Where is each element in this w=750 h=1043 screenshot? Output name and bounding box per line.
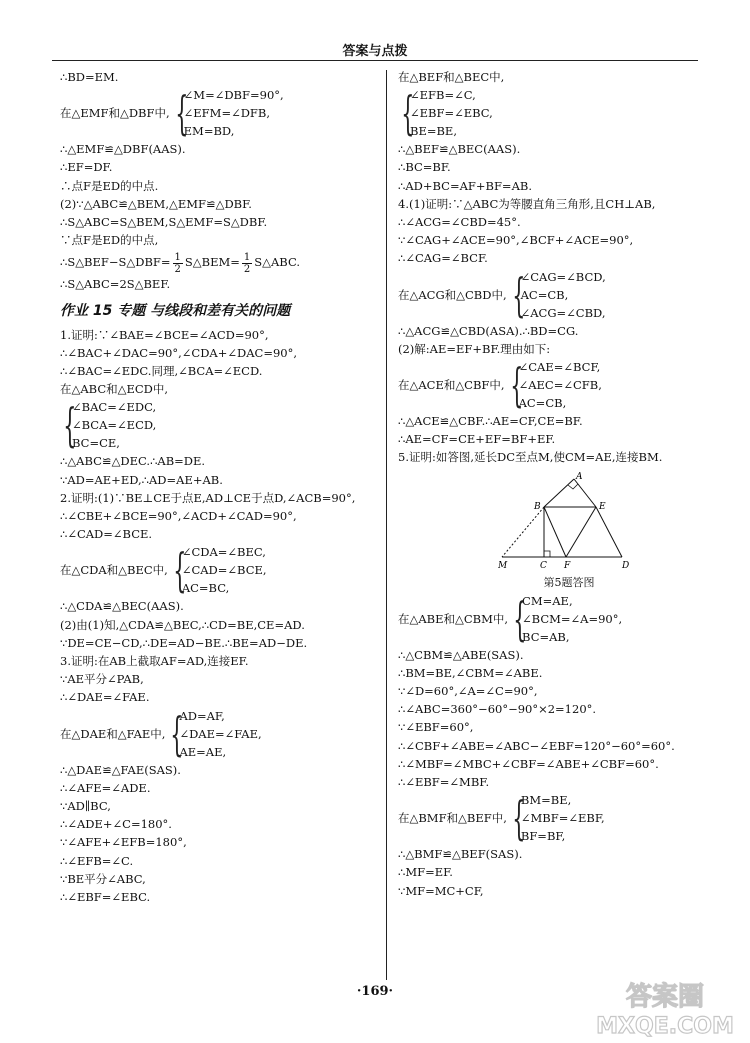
left-brace: { bbox=[512, 791, 526, 846]
text-line: ∴△CDA≌△BEC(AAS). bbox=[60, 599, 184, 614]
text-line: ∴∠ABC=360°−60°−90°×2=120°. bbox=[398, 702, 597, 717]
equation-system bbox=[398, 592, 698, 646]
fraction-line bbox=[60, 249, 378, 275]
text-line: ∴△EMF≌△DBF(AAS). bbox=[60, 142, 186, 157]
system-label: 在△BMF和△BEF中, bbox=[398, 811, 507, 826]
equation-system bbox=[60, 86, 378, 140]
text-line: 5.证明:如答图,延长DC至点M,使CM=AE,连接BM. bbox=[398, 450, 663, 465]
text-line: ∴点F是ED的中点. bbox=[60, 178, 159, 193]
system-item: EM=BD, bbox=[183, 124, 235, 139]
column-divider bbox=[386, 70, 387, 980]
text-line: ∴BM=BE,∠CBM=∠ABE. bbox=[398, 665, 543, 680]
text-line: ∴∠EFB=∠C. bbox=[60, 853, 134, 868]
header-rule bbox=[52, 60, 698, 61]
text-line: ∴∠AFE=∠ADE. bbox=[60, 780, 151, 795]
left-brace: { bbox=[170, 706, 184, 761]
text-line: ∴∠EBF=∠MBF. bbox=[398, 775, 490, 790]
text-line: ∵∠EBF=60°, bbox=[398, 720, 474, 735]
system-item: ∠DAE=∠FAE, bbox=[179, 726, 262, 741]
text-line: ∴△BMF≌△BEF(SAS). bbox=[398, 847, 523, 862]
label-f: F bbox=[564, 560, 571, 571]
text-line: ∵BE平分∠ABC, bbox=[60, 871, 146, 886]
label-d: D bbox=[622, 560, 630, 571]
system-label: 在△ACE和△CBF中, bbox=[398, 378, 505, 393]
system-label: 在△DAE和△FAE中, bbox=[60, 726, 166, 741]
figure-caption: 第5题答图 bbox=[543, 575, 595, 589]
system-item: ∠BCM=∠A=90°, bbox=[522, 611, 623, 626]
right-column bbox=[398, 68, 698, 900]
label-a: A bbox=[576, 471, 583, 482]
fraction: $\frac{1}{2}$ bbox=[243, 251, 251, 275]
segment-ba bbox=[544, 479, 574, 507]
system-item: AC=BC, bbox=[181, 581, 230, 596]
text-line: ∴△ABC≌△DEC.∴AB=DE. bbox=[60, 454, 206, 469]
equation-system bbox=[60, 543, 378, 597]
system-item: ∠MBF=∠EBF, bbox=[520, 811, 605, 826]
system-item: AC=CB, bbox=[518, 396, 567, 411]
text-line: ∴AE=CF=CE+EF=BF+EF. bbox=[398, 432, 556, 447]
text-line: 4.(1)证明:∵△ABC为等腰直角三角形,且CH⊥AB, bbox=[398, 196, 656, 211]
left-column bbox=[60, 68, 378, 906]
text-line: ∵∠AFE+∠EFB=180°, bbox=[60, 835, 187, 850]
system-item: BC=CE, bbox=[72, 436, 120, 451]
system-item: ∠ACG=∠CBD, bbox=[520, 305, 606, 320]
label-b: B bbox=[534, 501, 541, 512]
text-line: ∵AE平分∠PAB, bbox=[60, 672, 144, 687]
section-title: 作业 15 专题 与线段和差有关的问题 bbox=[60, 302, 291, 319]
equation-system bbox=[60, 398, 378, 452]
text-line: ∴△ACE≌△CBF.∴AE=CF,CE=BF. bbox=[398, 414, 583, 429]
label-c: C bbox=[540, 560, 547, 571]
system-label: 在△ACG和△CBD中, bbox=[398, 287, 507, 302]
text-line: 3.证明:在AB上截取AF=AD,连接EF. bbox=[60, 654, 249, 669]
text-line: ∴∠ADE+∠C=180°. bbox=[60, 817, 172, 832]
text-line: ∴MF=EF. bbox=[398, 865, 453, 880]
page-number: ·169· bbox=[356, 984, 394, 999]
text-line: ∵DE=CE−CD,∴DE=AD−BE.∴BE=AD−DE. bbox=[60, 635, 308, 650]
text-line: ∴BC=BF. bbox=[398, 160, 451, 175]
text-line: ∵AD=AE+ED,∴AD=AE+AB. bbox=[60, 472, 223, 487]
system-item: BM=BE, bbox=[520, 793, 572, 808]
system-item: CM=AE, bbox=[522, 593, 573, 608]
equation-system bbox=[398, 358, 698, 412]
fraction: $\frac{1}{2}$ bbox=[174, 251, 181, 275]
text-line: ∴∠CBF+∠ABE=∠ABC−∠EBF=120°−60°=60°. bbox=[398, 738, 675, 753]
text-line: ∴△CBM≌△ABE(SAS). bbox=[398, 647, 524, 662]
segment-bm-dashed bbox=[502, 507, 544, 557]
system-item: ∠CAG=∠BCD, bbox=[520, 269, 606, 284]
text-line: ∴S△ABC=S△BEM,S△EMF=S△DBF. bbox=[60, 215, 268, 230]
text-line: ∴∠CBE+∠BCE=90°,∠ACD+∠CAD=90°, bbox=[60, 509, 297, 524]
text-line: 在△ABC和△ECD中, bbox=[60, 382, 169, 397]
system-label: 在△ABE和△CBM中, bbox=[398, 611, 509, 626]
left-brace: { bbox=[63, 398, 77, 453]
left-brace: { bbox=[513, 591, 527, 646]
fraction-post: S△ABC. bbox=[254, 255, 300, 270]
system-label: 在△CDA和△BEC中, bbox=[60, 563, 168, 578]
system-item: ∠EFB=∠C, bbox=[410, 88, 476, 103]
left-brace: { bbox=[173, 543, 187, 598]
system-item: ∠EFM=∠DFB, bbox=[183, 106, 271, 121]
text-line: 在△BEF和△BEC中, bbox=[398, 70, 505, 84]
text-line: ∴AD+BC=AF+BF=AB. bbox=[398, 178, 532, 193]
system-item: ∠M=∠DBF=90°, bbox=[183, 88, 284, 103]
text-line: ∵AD∥BC, bbox=[60, 799, 111, 814]
text-line: ∴∠BAC=∠EDC.同理,∠BCA=∠ECD. bbox=[60, 364, 263, 379]
text-line: ∵∠D=60°,∠A=∠C=90°, bbox=[398, 684, 538, 699]
text-line: ∴BD=EM. bbox=[60, 70, 119, 84]
equation-system bbox=[60, 707, 378, 761]
text-line: ∴S△ABC=2S△BEF. bbox=[60, 277, 171, 292]
segment-bf bbox=[544, 507, 566, 557]
system-item: ∠CAD=∠BCE, bbox=[181, 563, 267, 578]
text-line: ∴△BEF≌△BEC(AAS). bbox=[398, 142, 521, 157]
equation-system bbox=[398, 268, 698, 322]
text-line: ∵MF=MC+CF, bbox=[398, 883, 484, 898]
text-line: (2)∵△ABC≌△BEM,△EMF≌△DBF. bbox=[60, 196, 252, 211]
system-item: BC=AB, bbox=[522, 629, 570, 644]
text-line: ∴∠EBF=∠EBC. bbox=[60, 890, 151, 905]
page-header: 答案与点拨 bbox=[342, 44, 408, 59]
segment-ed bbox=[596, 507, 622, 557]
watermark-top: 答案圈 bbox=[625, 982, 705, 1012]
text-line: ∴EF=DF. bbox=[60, 160, 113, 175]
text-line: ∵∠CAG+∠ACE=90°,∠BCF+∠ACE=90°, bbox=[398, 233, 634, 248]
system-item: ∠EBF=∠EBC, bbox=[410, 106, 493, 121]
text-line: ∴∠CAG=∠BCF. bbox=[398, 251, 488, 266]
left-brace: { bbox=[174, 86, 189, 141]
text-line: ∵点F是ED的中点, bbox=[60, 233, 159, 248]
system-item: BF=BF, bbox=[520, 829, 566, 844]
text-line: ∴∠BAC+∠DAC=90°,∠CDA+∠DAC=90°, bbox=[60, 345, 298, 360]
watermark-bottom: MXQE.COM bbox=[596, 1014, 734, 1039]
text-line: (2)解:AE=EF+BF.理由如下: bbox=[398, 341, 551, 356]
equation-system bbox=[398, 791, 698, 845]
right-angle-mark-a bbox=[568, 484, 578, 489]
system-item: AE=AE, bbox=[179, 744, 227, 759]
system-item: AD=AF, bbox=[179, 708, 225, 723]
text-line: ∴∠MBF=∠MBC+∠CBF=∠ABE+∠CBF=60°. bbox=[398, 756, 659, 771]
system-item: BE=BE, bbox=[410, 124, 457, 139]
text-line: ∴∠CAD=∠BCE. bbox=[60, 527, 153, 542]
text-line: ∴△DAE≌△FAE(SAS). bbox=[60, 762, 181, 777]
left-brace: { bbox=[511, 267, 526, 322]
left-brace: { bbox=[509, 358, 524, 413]
text-line: ∴△ACG≌△CBD(ASA).∴BD=CG. bbox=[398, 323, 579, 338]
system-item: ∠BCA=∠ECD, bbox=[72, 418, 157, 433]
right-angle-mark-c bbox=[544, 551, 550, 557]
text-line: 1.证明:∵∠BAE=∠BCE=∠ACD=90°, bbox=[60, 327, 269, 342]
system-item: ∠BAC=∠EDC, bbox=[72, 400, 157, 415]
equation-system bbox=[398, 86, 698, 140]
fraction-mid: S△BEM= bbox=[184, 255, 240, 270]
system-item: ∠CDA=∠BEC, bbox=[181, 545, 266, 560]
system-item: AC=CB, bbox=[520, 287, 569, 302]
segment-ae bbox=[574, 479, 596, 507]
fraction-pre: ∴S△BEF−S△DBF= bbox=[60, 255, 171, 270]
segment-ef bbox=[566, 507, 596, 557]
text-line: ∴∠ACG=∠CBD=45°. bbox=[398, 215, 521, 230]
geometry-figure bbox=[498, 471, 638, 571]
left-brace: { bbox=[401, 86, 415, 141]
text-line: 2.证明:(1)∵BE⊥CE于点E,AD⊥CE于点D,∠ACB=90°, bbox=[60, 490, 356, 505]
watermark-logo bbox=[590, 975, 740, 1039]
label-e: E bbox=[599, 501, 606, 512]
text-line: (2)由(1)知,△CDA≌△BEC,∴CD=BE,CE=AD. bbox=[60, 617, 305, 632]
text-line: ∴∠DAE=∠FAE. bbox=[60, 690, 150, 705]
system-item: ∠CAE=∠BCF, bbox=[518, 360, 601, 375]
system-item: ∠AEC=∠CFB, bbox=[518, 378, 602, 393]
label-m: M bbox=[498, 560, 508, 571]
system-label: 在△EMF和△DBF中, bbox=[60, 106, 170, 121]
